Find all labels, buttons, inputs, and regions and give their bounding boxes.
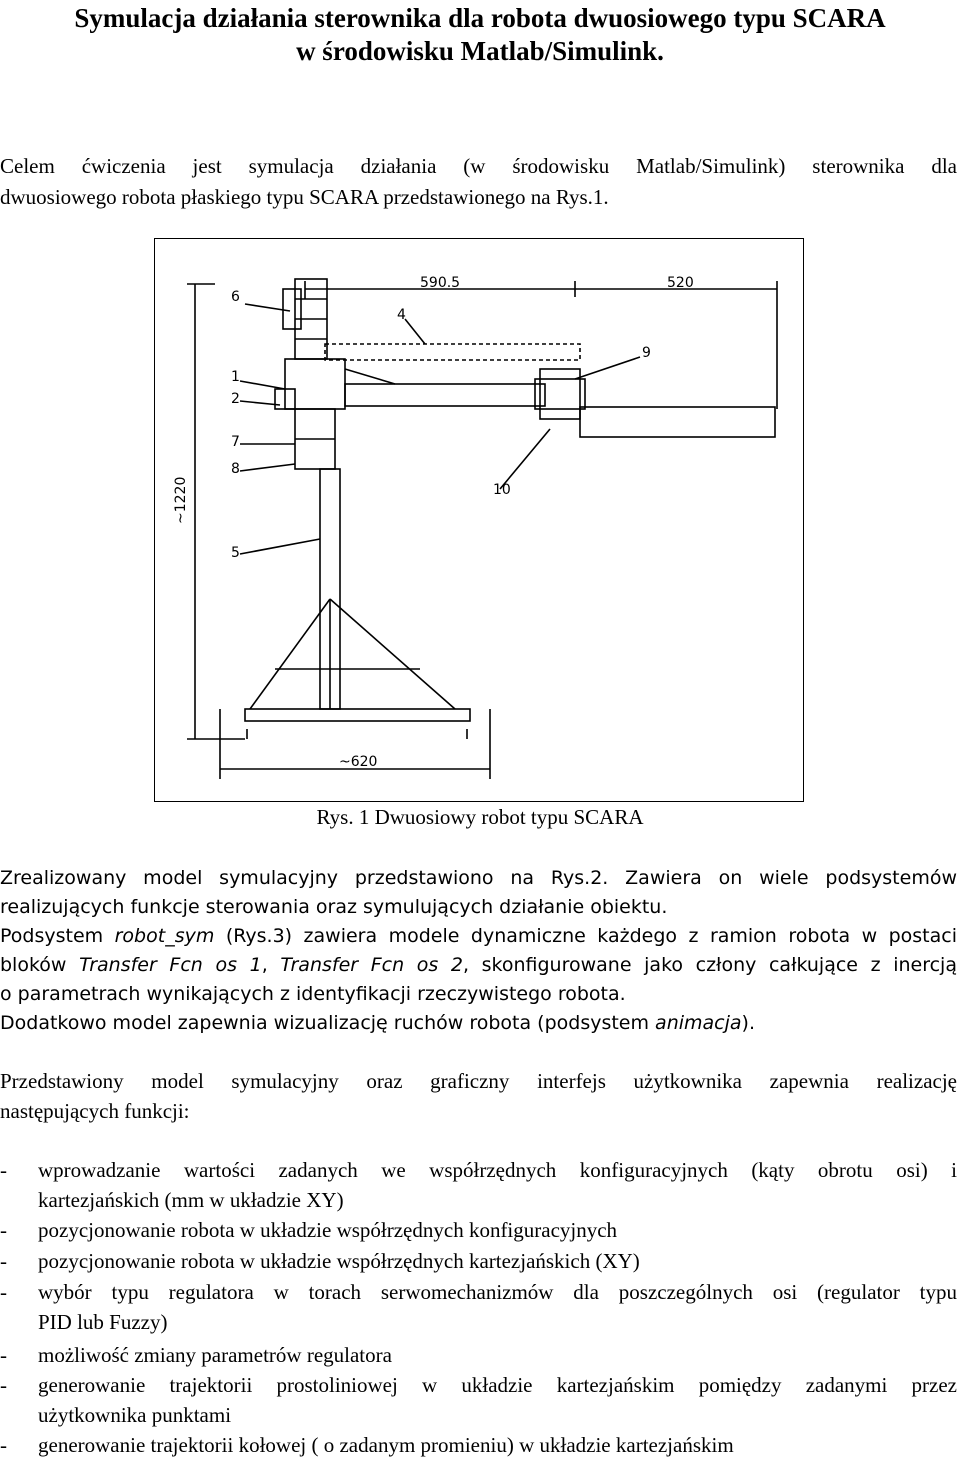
list-bullet: - [0,1218,7,1242]
para2-line-1: Przedstawiony model symulacyjny oraz graficzny interfejs użytkownika zapewnia realizację [0,1069,957,1093]
label-5: 5 [231,545,240,561]
figure-caption: Rys. 1 Dwuosiowy robot typu SCARA [316,805,644,829]
list-item-6-line-2: użytkownika punktami [38,1403,232,1427]
intro-line-2: dwuosiowego robota płaskiego typu SCARA przedstawionego na Rys.1. [0,185,609,209]
para1-line-4: bloków Transfer Fcn os 1, Transfer Fcn os 2, skonfigurowane jako człony całkujące z inercją [0,954,957,976]
label-1: 1 [231,369,240,385]
para1-line-3: Podsystem robot_sym (Rys.3) zawiera modele dynamiczne każdego z ramion robota w postaci [0,925,957,947]
scara-robot-drawing [155,239,803,801]
label-9: 9 [642,345,651,361]
title-line-1: Symulacja działania sterownika dla robota dwuosiowego typu SCARA [74,3,886,33]
list-bullet: - [0,1249,7,1273]
list-bullet: - [0,1343,7,1367]
list-item-2: pozycjonowanie robota w układzie współrzędnych konfiguracyjnych [38,1218,618,1242]
para2-line-2: następujących funkcji: [0,1099,190,1123]
list-bullet: - [0,1280,7,1304]
list-item-7: generowanie trajektorii kołowej ( o zadanym promieniu) w układzie kartezjańskim [38,1433,734,1457]
intro-line-1: Celem ćwiczenia jest symulacja działania (w środowisku Matlab/Simulink) sterownika dla [0,154,957,178]
dim-590-label: 590.5 [420,275,461,291]
dim-520-label: 520 [667,275,694,291]
list-bullet: - [0,1373,7,1397]
label-6: 6 [231,289,240,305]
title-line-2: w środowisku Matlab/Simulink. [296,36,664,66]
label-4: 4 [397,307,406,323]
para1-line-6: Dodatkowo model zapewnia wizualizację ruchów robota (podsystem animacja). [0,1012,755,1034]
list-item-3: pozycjonowanie robota w układzie współrzędnych kartezjańskich (XY) [38,1249,640,1273]
dim-620-label: ~620 [339,754,378,770]
para1-line-1: Zrealizowany model symulacyjny przedstawiono na Rys.2. Zawiera on wiele podsystemów [0,867,957,889]
para1-line-5: o parametrach wynikających z identyfikacji rzeczywistego robota. [0,983,626,1005]
list-item-1-line-1: wprowadzanie wartości zadanych we współrzędnych konfiguracyjnych (kąty obrotu osi) i [38,1158,957,1182]
para1-line-2: realizujących funkcje sterowania oraz symulujących działanie obiektu. [0,896,668,918]
list-bullet: - [0,1158,7,1182]
list-bullet: - [0,1433,7,1457]
list-item-5: możliwość zmiany parametrów regulatora [38,1343,392,1367]
label-8: 8 [231,461,240,477]
list-item-1-line-2: kartezjańskich (mm w układzie XY) [38,1188,344,1212]
figure-scara-drawing [154,238,804,802]
label-2: 2 [231,391,240,407]
list-item-4-line-1: wybór typu regulatora w torach serwomechanizmów dla poszczególnych osi (regulator typu [38,1280,957,1304]
label-7: 7 [231,434,240,450]
list-item-4-line-2: PID lub Fuzzy) [38,1310,168,1334]
list-item-6-line-1: generowanie trajektorii prostoliniowej w układzie kartezjańskim pomiędzy zadanymi przez [38,1373,957,1397]
label-10: 10 [493,482,511,498]
dim-1220-label: ~1220 [173,476,189,524]
